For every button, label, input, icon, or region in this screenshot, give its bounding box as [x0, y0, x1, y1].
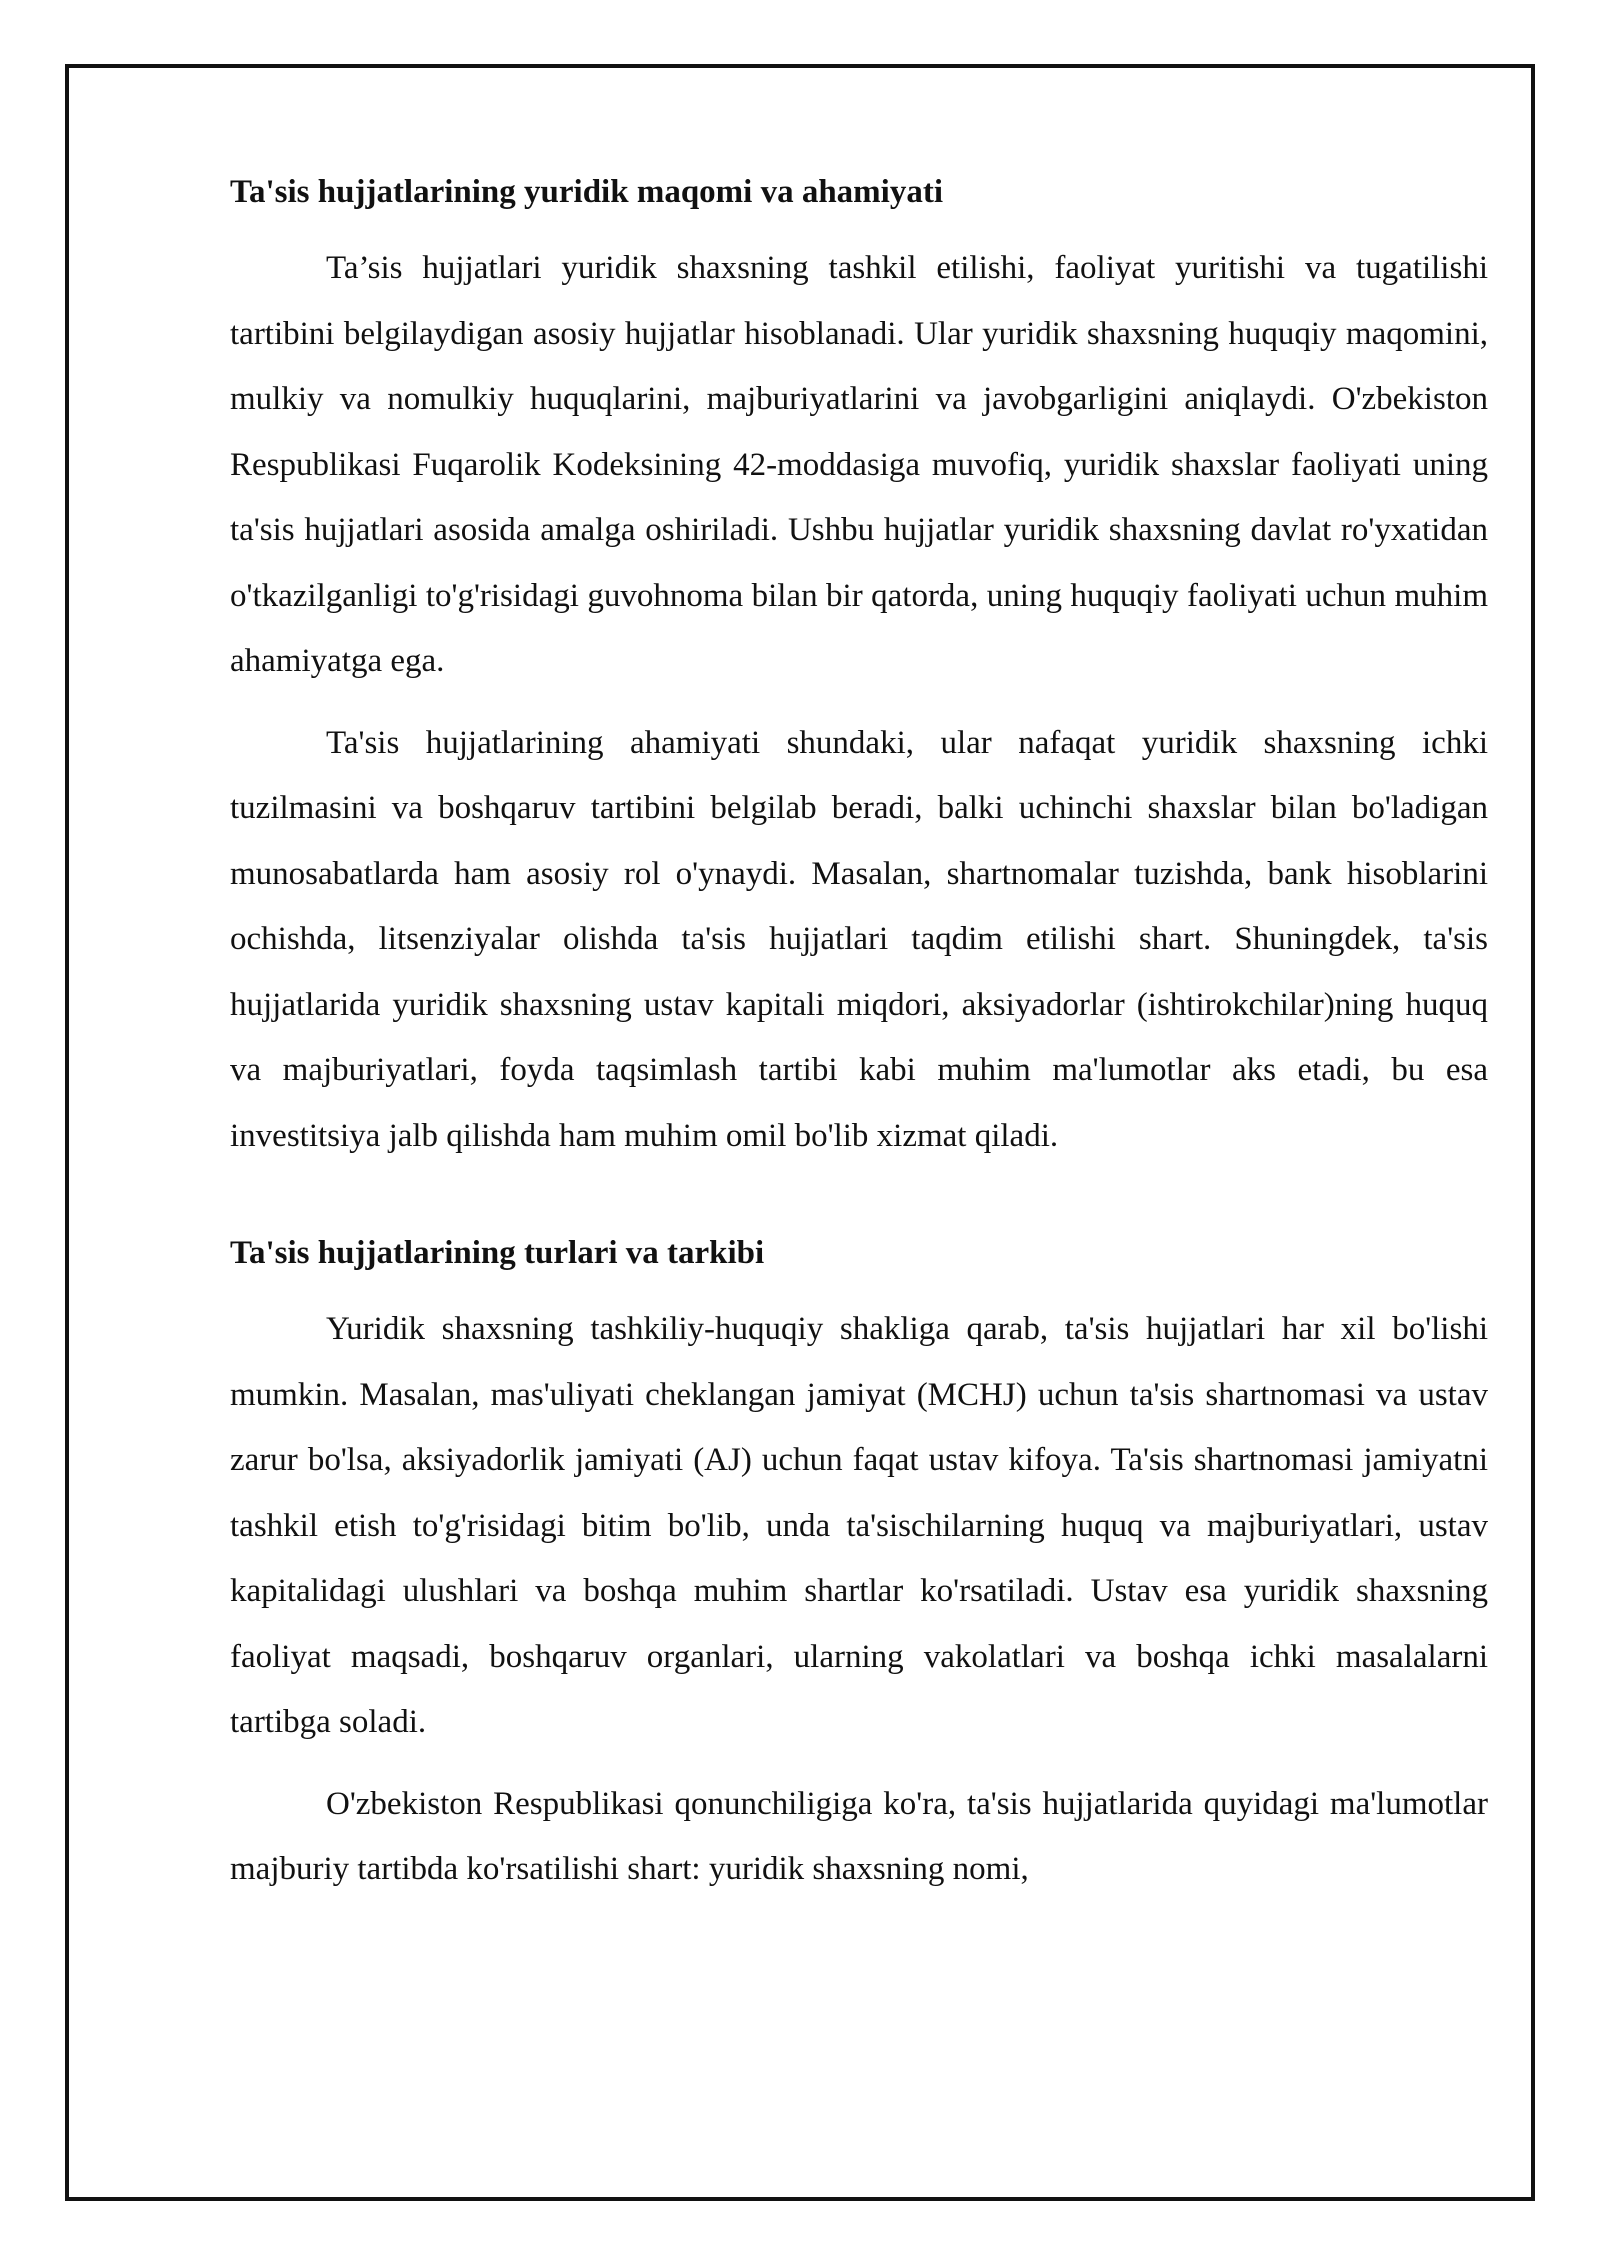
- section-heading-legal-status: Ta'sis hujjatlarining yuridik maqomi va ahamiyati: [230, 174, 943, 210]
- paragraph-1: Ta’sis hujjatlari yuridik shaxsning tashkil etilishi, faoliyat yuritishi va tugatilishi tartibini belgilaydigan asosiy hujjatlar hisoblanadi. Ular yuridik shaxsning huquqiy maqomini, mulkiy va nomulkiy huquqlarini, majburiyatlarini va javobgarligini aniqlaydi. O'zbekiston Respublikasi Fuqarolik Kodeksining 42-moddasiga muvofiq, yuridik shaxslar faoliyati uning ta'sis hujjatlari asosida amalga oshiriladi. Ushbu hujjatlar yuridik shaxsning davlat ro'yxatidan o'tkazilganligi to'g'risidagi guvohnoma bilan bir qatorda, uning huquqiy faoliyati uchun muhim ahamiyatga ega.: [230, 250, 1488, 679]
- paragraph-2: Ta'sis hujjatlarining ahamiyati shundaki, ular nafaqat yuridik shaxsning ichki tuzilmasini va boshqaruv tartibini belgilab beradi, balki uchinchi shaxslar bilan bo'ladigan munosabatlarda ham asosiy rol o'ynaydi. Masalan, shartnomalar tuzishda, bank hisoblarini ochishda, litsenziyalar olishda ta'sis hujjatlari taqdim etilishi shart. Shuningdek, ta'sis hujjatlarida yuridik shaxsning ustav kapitali miqdori, aksiyadorlar (ishtirokchilar)ning huquq va majburiyatlari, foyda taqsimlash tartibi kabi muhim ma'lumotlar aks etadi, bu esa investitsiya jalb qilishda ham muhim omil bo'lib xizmat qiladi.: [230, 724, 1488, 1154]
- paragraph-4: O'zbekiston Respublikasi qonunchiligiga ko'ra, ta'sis hujjatlarida quyidagi ma'lumotlar majburiy tartibda ko'rsatilishi shart: yuridik shaxsning nomi,: [230, 1785, 1488, 1887]
- section-heading-types: Ta'sis hujjatlarining turlari va tarkibi: [230, 1235, 765, 1271]
- document-body: [230, 170, 1488, 1919]
- paragraph-3: Yuridik shaxsning tashkiliy-huquqiy shakliga qarab, ta'sis hujjatlari har xil bo'lishi mumkin. Masalan, mas'uliyati cheklangan jamiyat (MCHJ) uchun ta'sis shartnomasi va ustav zarur bo'lsa, aksiyadorlik jamiyati (AJ) uchun faqat ustav kifoya. Ta'sis shartnomasi jamiyatni tashkil etish to'g'risidagi bitim bo'lib, unda ta'sischilarning huquq va majburiyatlari, ustav kapitalidagi ulushlari va boshqa muhim shartlar ko'rsatiladi. Ustav esa yuridik shaxsning faoliyat maqsadi, boshqaruv organlari, ularning vakolatlari va boshqa ichki masalalarni tartibga soladi.: [230, 1311, 1488, 1740]
